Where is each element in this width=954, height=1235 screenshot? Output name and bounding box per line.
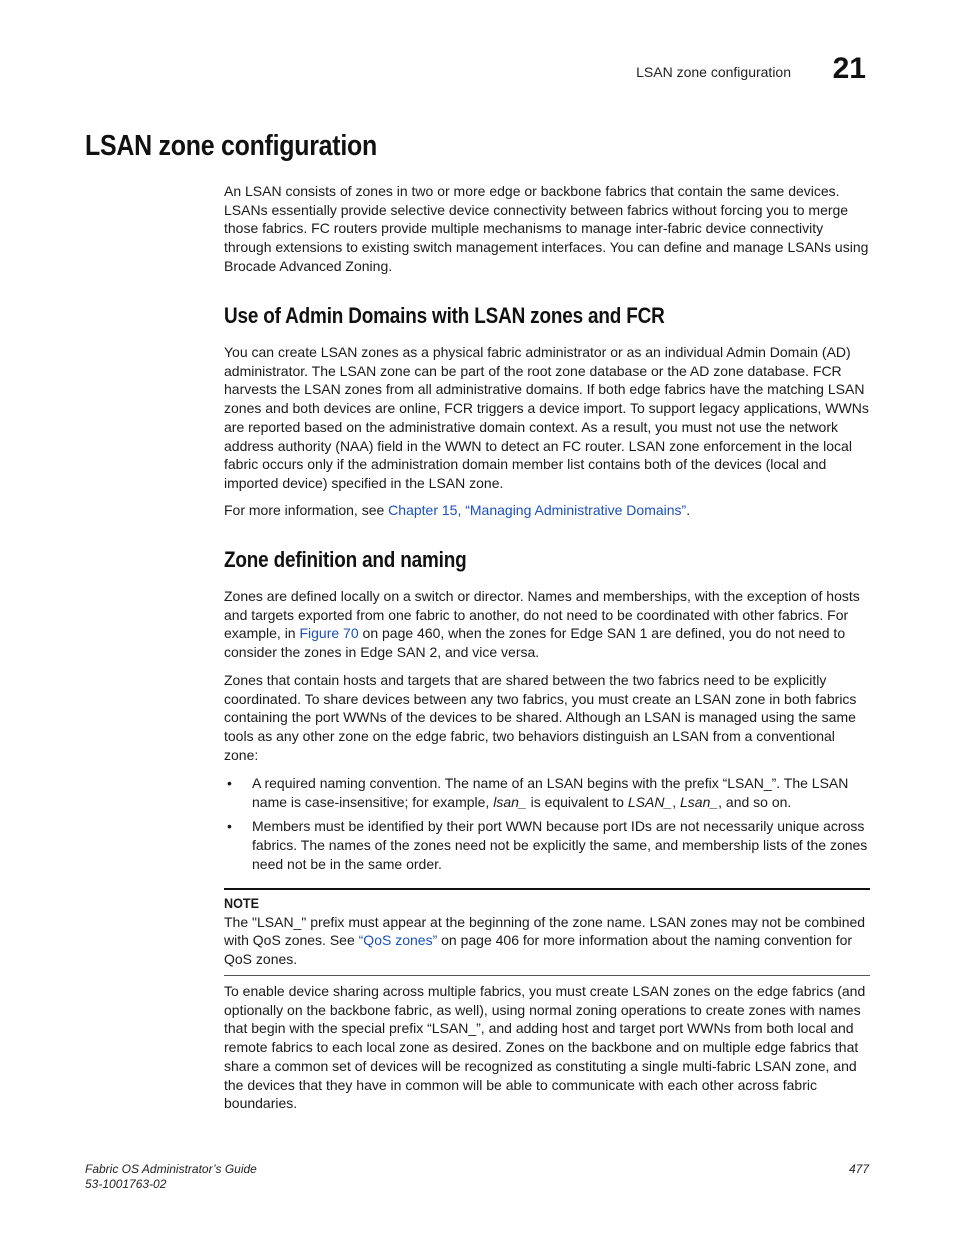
- chapter-number: 21: [832, 52, 866, 85]
- footer-guide-title: Fabric OS Administrator’s Guide: [85, 1162, 257, 1176]
- note-label: NOTE: [224, 895, 260, 911]
- more-info-paragraph: [224, 501, 870, 520]
- footer-left: [85, 1162, 257, 1192]
- bullet1-italic-3: Lsan_: [680, 793, 719, 810]
- running-head: LSAN zone configuration: [636, 64, 791, 80]
- bullet2-text: Members must be identified by their port WWN because port IDs are not necessarily unique across fabrics. The names of the zones need not be explicitly the same, and membership lists of the zones need not be in the same order.: [252, 818, 868, 872]
- bullet1-italic-2: LSAN_: [627, 793, 673, 810]
- bullet-icon: •: [227, 818, 232, 835]
- more-info-suffix: .: [686, 502, 691, 518]
- zone-def-text-a: Zones are defined locally on a switch or director. Names and memberships, with the exception of hosts and targets exported from one fabric to another, do not need to be coordinated with other fabrics. For example, in: [224, 588, 860, 642]
- footer-doc-number: 53-1001763-02: [85, 1177, 167, 1191]
- bullet1-text-c: ,: [672, 793, 680, 810]
- bullet1-text-a: A required naming convention. The name of an LSAN begins with the prefix “LSAN_”. The LSAN name is case-insensitive; for example,: [252, 775, 849, 810]
- zone-def-paragraph-2: [224, 671, 870, 765]
- more-info-prefix: For more information, see: [224, 502, 389, 518]
- note-text-b: on page 406 for more information about the naming convention for QoS zones.: [224, 932, 853, 968]
- page-title: LSAN zone configuration: [85, 130, 377, 162]
- closing-text: To enable device sharing across multiple fabrics, you must create LSAN zones on the edge fabrics (and optionally on the backbone fabric, as well), using normal zoning operations to create zones with names that begin with the special prefix “LSAN_”, and adding host and target port WWNs from both local and remote fabrics to each local zone as desired. Zones on the backbone and on multiple edge fabrics that share a common set of devices will be recognized as constituting a single multi-fabric LSAN zone, and the devices that they have in common will be able to communicate with each other across fabric boundaries.: [224, 983, 866, 1112]
- list-item: [224, 817, 870, 873]
- figure-70-link[interactable]: Figure 70: [299, 625, 359, 642]
- zone-def-paragraph-1: [224, 587, 870, 662]
- bullet-icon: •: [227, 775, 232, 791]
- bullet1-text-b: is equivalent to: [526, 793, 628, 810]
- section-heading-admin-domains: Use of Admin Domains with LSAN zones and FCR: [224, 303, 665, 328]
- footer-page-number: 477: [848, 1162, 869, 1176]
- bullet1-text-d: , and so on.: [718, 793, 792, 810]
- chapter-15-link[interactable]: Chapter 15, “Managing Administrative Domains”: [388, 502, 687, 518]
- section-heading-zone-definition: Zone definition and naming: [224, 547, 467, 572]
- admin-domains-text: You can create LSAN zones as a physical fabric administrator or as an individual Admin Domain (AD) administrator. The LSAN zone can be part of the root zone database or the AD zone database. FCR harvests the LSAN zones from all administrative domains. If both edge fabrics have the matching LSAN zones and both devices are online, FCR triggers a device import. To support legacy applications, WWNs are reported based on the administrative domain context. As a result, you must not use the network address authority (NAA) field in the WWN to detect an FC router. LSAN zone enforcement in the local fabric occurs only if the administration domain member list contains both of the devices (local and imported device) specified in the LSAN zone.: [224, 344, 869, 491]
- zone-def-text-2: Zones that contain hosts and targets that are shared between the two fabrics need to be explicitly coordinated. To share devices between any two fabrics, you must create an LSAN zone in both fabrics containing the port WWNs of the devices to be shared. Although an LSAN is managed using the same tools as any other zone on the edge fabric, two behaviors distinguish an LSAN from a conventional zone:: [224, 672, 857, 763]
- admin-domains-paragraph: [224, 343, 870, 493]
- list-item: [224, 774, 870, 811]
- closing-paragraph: [224, 982, 870, 1113]
- bullet1-italic-1: lsan_: [493, 793, 527, 810]
- intro-text: An LSAN consists of zones in two or more edge or backbone fabrics that contain the same devices. LSANs essentially provide selective device connectivity between fabrics without forcing you to merge those fabrics. FC routers provide multiple mechanisms to manage inter-fabric device connectivity through extensions to existing switch management interfaces. You can define and manage LSANs using Brocade Advanced Zoning.: [224, 183, 869, 274]
- note-text-a: The "LSAN_" prefix must appear at the beginning of the zone name. LSAN zones may not be combined with QoS zones. See: [224, 913, 866, 949]
- zone-def-text-b: on page 460, when the zones for Edge SAN 1 are defined, you do not need to consider the zones in Edge SAN 2, and vice versa.: [224, 625, 846, 661]
- note-box: [224, 888, 870, 976]
- behavior-list: [224, 774, 870, 880]
- qos-zones-link[interactable]: “QoS zones”: [358, 932, 438, 949]
- intro-paragraph: [224, 182, 870, 276]
